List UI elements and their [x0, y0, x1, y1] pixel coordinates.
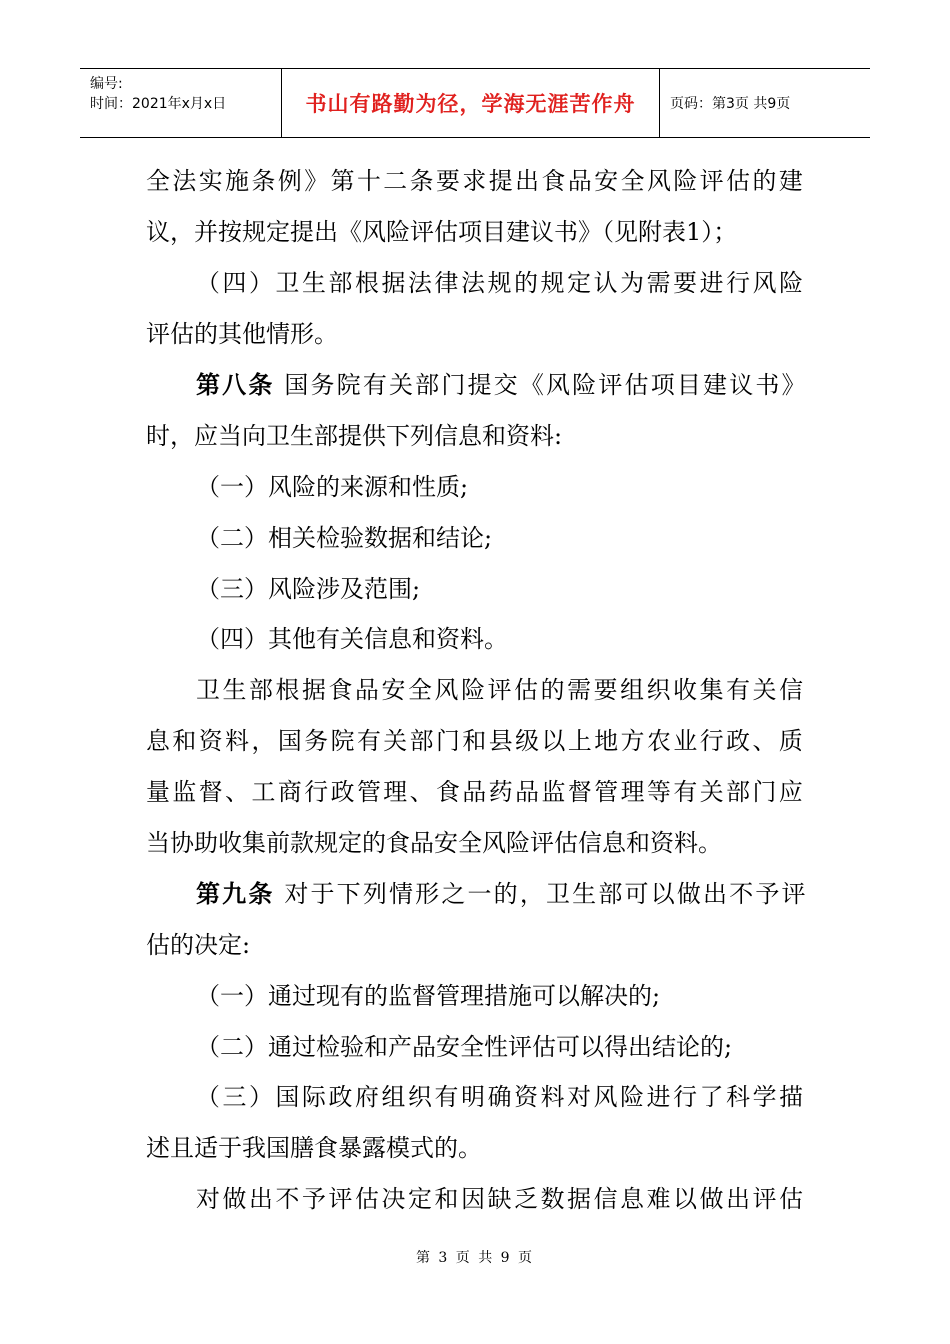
text-line: 全法实施条例》第十二条要求提出食品安全风险评估的建: [146, 167, 806, 195]
list-item: （三）风险涉及范围;: [196, 575, 421, 603]
article-heading-line: 第九条 对于下列情形之一的，卫生部可以做出不予评: [196, 880, 808, 908]
page-header: [80, 68, 870, 138]
page-footer: [0, 1247, 950, 1267]
list-item: （二）通过检验和产品安全性评估可以得出结论的;: [196, 1033, 733, 1061]
text-line: 当协助收集前款规定的食品安全风险评估信息和资料。: [146, 829, 722, 857]
list-item: （一）通过现有的监督管理措施可以解决的;: [196, 982, 661, 1010]
text-line: 议，并按规定提出《风险评估项目建议书》（见附表1）；: [146, 218, 738, 246]
list-item: （二）相关检验数据和结论;: [196, 524, 493, 552]
footer-page-number: 第 3 页 共 9 页: [415, 1250, 535, 1266]
text-line: 时，应当向卫生部提供下列信息和资料:: [146, 422, 563, 450]
header-motto: 书山有路勤为径，学海无涯苦作舟: [305, 92, 636, 116]
article-heading-line: 第八条 国务院有关部门提交《风险评估项目建议书》: [196, 371, 808, 399]
text-line: 量监督、工商行政管理、食品药品监督管理等有关部门应: [146, 778, 806, 806]
text-line: （四）卫生部根据法律法规的规定认为需要进行风险: [196, 269, 806, 297]
text-line: 息和资料，国务院有关部门和县级以上地方农业行政、质: [146, 727, 806, 755]
text-line: 卫生部根据食品安全风险评估的需要组织收集有关信: [196, 676, 806, 704]
list-item: （四）其他有关信息和资料。: [196, 625, 508, 653]
text-line: 述且适于我国膳食暴露模式的。: [146, 1134, 482, 1162]
article-number: 第九条: [196, 880, 275, 908]
header-page-info: 页码：第3页 共9页: [670, 96, 791, 112]
article-number: 第八条: [196, 371, 275, 399]
header-meta-cell: [80, 69, 282, 137]
document-date-label: 时间：2021年x月x日: [90, 96, 227, 112]
header-motto-cell: [282, 69, 660, 137]
text-line: 估的决定:: [146, 931, 251, 959]
document-code-label: 编号:: [90, 76, 123, 92]
header-page-cell: [660, 69, 870, 137]
list-item: （三）国际政府组织有明确资料对风险进行了科学描: [196, 1083, 806, 1111]
list-item: （一）风险的来源和性质;: [196, 473, 469, 501]
text-line: 对做出不予评估决定和因缺乏数据信息难以做出评估: [196, 1185, 806, 1213]
text-line: 评估的其他情形。: [146, 320, 338, 348]
